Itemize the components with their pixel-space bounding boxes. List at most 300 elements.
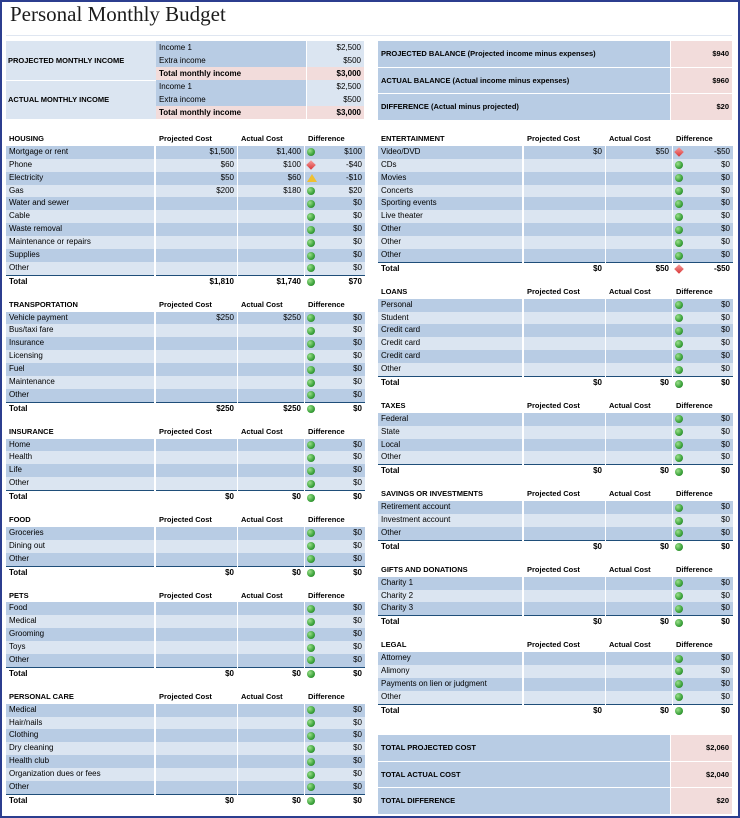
projected-header: Projected Cost <box>527 400 580 410</box>
expense-row <box>6 262 364 275</box>
actual-cost-cell[interactable] <box>238 197 304 210</box>
actual-cost-cell[interactable] <box>606 652 672 665</box>
actual-cost-cell[interactable] <box>606 413 672 426</box>
actual-cost-cell[interactable] <box>238 540 304 553</box>
difference-header: Difference <box>676 400 713 410</box>
total-label: Total <box>378 615 522 628</box>
actual-cost-cell[interactable] <box>238 781 304 794</box>
section-header <box>378 639 732 652</box>
actual-cost-cell[interactable] <box>238 615 304 628</box>
projected-cost-cell[interactable] <box>524 197 605 210</box>
actual-cost-cell[interactable] <box>238 717 304 730</box>
positive-indicator-icon <box>307 745 315 753</box>
projected-cost-cell[interactable] <box>524 413 605 426</box>
item-label: Other <box>6 262 154 275</box>
projected-cost-cell[interactable] <box>524 527 605 540</box>
actual-cost-cell[interactable] <box>238 768 304 781</box>
actual-cost-cell[interactable] <box>606 299 672 312</box>
projected-cost-cell[interactable]: $200 <box>156 185 237 198</box>
actual-cost-cell[interactable]: $180 <box>238 185 304 198</box>
difference-cell <box>673 413 733 426</box>
section-spacer <box>6 680 364 691</box>
difference-value: $0 <box>721 665 730 675</box>
difference-cell <box>673 172 733 185</box>
actual-cost-cell[interactable] <box>238 527 304 540</box>
difference-value: $0 <box>721 250 730 260</box>
summary-value: $2,060 <box>671 735 732 761</box>
positive-indicator-icon <box>307 656 315 664</box>
expense-row <box>6 615 364 628</box>
positive-indicator-icon <box>307 670 315 678</box>
projected-cost-cell[interactable] <box>156 249 237 262</box>
total-label: Total <box>6 490 154 503</box>
positive-indicator-icon <box>307 405 315 413</box>
actual-cost-cell[interactable] <box>606 185 672 198</box>
item-label: Alimony <box>378 665 522 678</box>
projected-cost-cell[interactable] <box>156 602 237 615</box>
expense-row <box>378 590 732 603</box>
projected-cost-cell[interactable] <box>524 678 605 691</box>
projected-cost-cell[interactable] <box>524 236 605 249</box>
actual-cost-cell[interactable] <box>606 577 672 590</box>
difference-cell <box>673 691 733 704</box>
difference-cell <box>673 678 733 691</box>
projected-cost-cell[interactable] <box>524 652 605 665</box>
positive-indicator-icon <box>307 529 315 537</box>
item-label: Credit card <box>378 324 522 337</box>
item-label: Mortgage or rent <box>6 146 154 159</box>
difference-cell <box>305 389 365 402</box>
difference-cell <box>305 376 365 389</box>
expense-row <box>378 236 732 249</box>
projected-cost-cell[interactable] <box>156 755 237 768</box>
projected-cost-cell[interactable] <box>524 451 605 464</box>
actual-cost-cell[interactable] <box>606 324 672 337</box>
negative-indicator-icon <box>306 160 316 170</box>
projected-cost-cell[interactable] <box>156 210 237 223</box>
item-label: Other <box>6 389 154 402</box>
projected-cost-cell[interactable] <box>156 615 237 628</box>
item-label: CDs <box>378 159 522 172</box>
difference-cell <box>305 464 365 477</box>
total-row <box>378 704 732 717</box>
projected-cost-cell[interactable] <box>156 389 237 402</box>
actual-cost-cell[interactable] <box>606 451 672 464</box>
projected-cost-cell[interactable] <box>156 654 237 667</box>
difference-value: $0 <box>353 553 362 563</box>
actual-cost-cell[interactable] <box>238 477 304 490</box>
positive-indicator-icon <box>307 379 315 387</box>
projected-cost-cell[interactable] <box>524 159 605 172</box>
total-difference <box>305 566 365 579</box>
difference-value: $0 <box>353 211 362 221</box>
actual-cost-cell[interactable] <box>238 439 304 452</box>
difference-cell <box>673 501 733 514</box>
projected-cost-cell[interactable] <box>524 439 605 452</box>
actual-cost-cell[interactable] <box>238 223 304 236</box>
projected-cost-cell[interactable] <box>156 729 237 742</box>
projected-cost-cell[interactable] <box>156 768 237 781</box>
projected-cost-cell[interactable] <box>156 376 237 389</box>
total-difference <box>673 540 733 553</box>
item-label: Life <box>6 464 154 477</box>
expense-row <box>6 540 364 553</box>
projected-cost-cell[interactable] <box>156 628 237 641</box>
projected-cost-cell[interactable] <box>156 451 237 464</box>
actual-header: Actual Cost <box>241 691 283 701</box>
actual-cost-cell[interactable] <box>238 464 304 477</box>
projected-cost-cell[interactable] <box>156 223 237 236</box>
actual-income-label: ACTUAL MONTHLY INCOME <box>6 81 156 119</box>
actual-cost-cell[interactable] <box>238 654 304 667</box>
projected-cost-cell[interactable] <box>524 363 605 376</box>
projected-cost-cell[interactable] <box>524 337 605 350</box>
difference-value: $0 <box>721 452 730 462</box>
projected-cost-cell[interactable] <box>524 665 605 678</box>
projected-cost-cell[interactable] <box>156 324 237 337</box>
projected-cost-cell[interactable] <box>524 691 605 704</box>
item-label: Concerts <box>378 185 522 198</box>
page-title: Personal Monthly Budget <box>10 2 226 26</box>
actual-cost-cell[interactable]: $50 <box>606 146 672 159</box>
projected-header: Projected Cost <box>159 299 212 309</box>
projected-cost-cell[interactable] <box>524 577 605 590</box>
actual-cost-cell[interactable] <box>238 451 304 464</box>
projected-cost-cell[interactable] <box>524 324 605 337</box>
positive-indicator-icon <box>307 213 315 221</box>
positive-indicator-icon <box>675 174 683 182</box>
difference-value: $0 <box>721 224 730 234</box>
difference-cell <box>305 197 365 210</box>
expense-row <box>378 413 732 426</box>
projected-cost-cell[interactable] <box>156 641 237 654</box>
positive-indicator-icon <box>307 605 315 613</box>
actual-cost-cell[interactable]: $1,400 <box>238 146 304 159</box>
difference-value: $0 <box>353 704 362 714</box>
actual-cost-cell[interactable] <box>238 262 304 275</box>
actual-cost-cell[interactable] <box>238 337 304 350</box>
projected-cost-cell[interactable] <box>524 602 605 615</box>
actual-header: Actual Cost <box>609 564 651 574</box>
actual-cost-cell[interactable] <box>238 350 304 363</box>
expense-row <box>6 172 364 185</box>
actual-cost-cell[interactable] <box>238 628 304 641</box>
item-label: Toys <box>6 641 154 654</box>
section-spacer <box>6 503 364 514</box>
item-label: Organization dues or fees <box>6 768 154 781</box>
difference-value: $0 <box>353 262 362 272</box>
actual-cost-cell[interactable] <box>606 312 672 325</box>
difference-value: $0 <box>721 185 730 195</box>
item-label: Maintenance <box>6 376 154 389</box>
projected-cost-cell[interactable] <box>524 590 605 603</box>
expense-row <box>378 185 732 198</box>
projected-cost-cell[interactable] <box>156 363 237 376</box>
projected-cost-cell[interactable] <box>156 527 237 540</box>
expense-row <box>378 210 732 223</box>
actual-cost-cell[interactable] <box>606 236 672 249</box>
difference-cell <box>673 577 733 590</box>
difference-cell <box>305 781 365 794</box>
expense-row <box>378 363 732 376</box>
projected-cost-cell[interactable] <box>524 185 605 198</box>
actual-cost-cell[interactable] <box>238 236 304 249</box>
difference-cell <box>673 590 733 603</box>
difference-cell <box>673 146 733 159</box>
item-label: Live theater <box>378 210 522 223</box>
difference-header: Difference <box>308 590 345 600</box>
actual-cost-cell[interactable] <box>606 439 672 452</box>
difference-cell <box>305 654 365 667</box>
section-title: LEGAL <box>381 640 407 650</box>
positive-indicator-icon <box>307 618 315 626</box>
expense-row <box>378 691 732 704</box>
actual-cost-cell[interactable] <box>238 553 304 566</box>
difference-value: $0 <box>353 439 362 449</box>
projected-cost-cell[interactable] <box>524 299 605 312</box>
item-label: Licensing <box>6 350 154 363</box>
total-difference <box>673 464 733 477</box>
total-difference-value: $0 <box>353 795 362 805</box>
difference-cell <box>673 249 733 262</box>
positive-indicator-icon <box>307 314 315 322</box>
difference-cell <box>673 363 733 376</box>
item-label: Charity 3 <box>378 602 522 615</box>
positive-indicator-icon <box>675 353 683 361</box>
projected-cost-cell[interactable] <box>156 704 237 717</box>
actual-cost-cell[interactable] <box>606 249 672 262</box>
difference-value: $0 <box>721 502 730 512</box>
actual-cost-cell[interactable] <box>606 426 672 439</box>
projected-cost-cell[interactable] <box>156 350 237 363</box>
projected-cost-cell[interactable] <box>524 426 605 439</box>
total-projected: $0 <box>524 540 605 553</box>
difference-value: $100 <box>344 146 362 156</box>
total-difference-value: $0 <box>353 567 362 577</box>
expense-row <box>6 553 364 566</box>
balance-label: ACTUAL BALANCE (Actual income minus expenses) <box>378 68 670 94</box>
total-difference-value: $0 <box>353 668 362 678</box>
total-projected: $0 <box>156 667 237 680</box>
total-difference <box>673 262 733 275</box>
expense-row <box>6 464 364 477</box>
total-projected: $0 <box>524 615 605 628</box>
expense-row <box>6 350 364 363</box>
section-loans <box>378 286 732 400</box>
section-header <box>378 286 732 299</box>
difference-value: $0 <box>721 691 730 701</box>
difference-value: $0 <box>353 250 362 260</box>
total-difference-value: $0 <box>721 541 730 551</box>
actual-cost-cell[interactable] <box>606 691 672 704</box>
actual-cost-cell[interactable]: $60 <box>238 172 304 185</box>
actual-cost-cell[interactable] <box>606 665 672 678</box>
projected-cost-cell[interactable] <box>524 249 605 262</box>
projected-cost-cell[interactable] <box>524 172 605 185</box>
projected-cost-cell[interactable] <box>156 717 237 730</box>
difference-value: $0 <box>353 781 362 791</box>
projected-cost-cell[interactable] <box>524 350 605 363</box>
total-row <box>378 262 732 275</box>
balance-block <box>378 41 732 121</box>
positive-indicator-icon <box>675 366 683 374</box>
difference-value: $0 <box>353 389 362 399</box>
total-projected: $0 <box>156 566 237 579</box>
actual-cost-cell[interactable] <box>238 249 304 262</box>
positive-indicator-icon <box>675 504 683 512</box>
total-difference <box>305 402 365 415</box>
actual-cost-cell[interactable] <box>606 210 672 223</box>
difference-cell <box>673 236 733 249</box>
projected-cost-cell[interactable] <box>156 337 237 350</box>
actual-cost-cell[interactable] <box>238 729 304 742</box>
projected-cost-cell[interactable] <box>156 477 237 490</box>
warning-indicator-icon <box>307 174 317 182</box>
actual-cost-cell[interactable] <box>606 197 672 210</box>
projected-cost-cell[interactable] <box>156 553 237 566</box>
difference-value: $0 <box>721 312 730 322</box>
projected-cost-cell[interactable]: $0 <box>524 146 605 159</box>
positive-indicator-icon <box>307 340 315 348</box>
item-label: Student <box>378 312 522 325</box>
projected-cost-cell[interactable]: $50 <box>156 172 237 185</box>
item-label: Payments on lien or judgment <box>378 678 522 691</box>
item-label: Retirement account <box>378 501 522 514</box>
projected-income-label: PROJECTED MONTHLY INCOME <box>6 41 156 80</box>
positive-indicator-icon <box>307 480 315 488</box>
item-label: Personal <box>378 299 522 312</box>
section-title: SAVINGS OR INVESTMENTS <box>381 489 483 499</box>
projected-cost-cell[interactable] <box>524 514 605 527</box>
actual-cost-cell[interactable] <box>606 602 672 615</box>
projected-cost-cell[interactable] <box>156 439 237 452</box>
actual-cost-cell[interactable] <box>606 223 672 236</box>
actual-cost-cell[interactable] <box>238 210 304 223</box>
actual-cost-cell[interactable] <box>606 363 672 376</box>
total-projected: $0 <box>524 464 605 477</box>
projected-cost-cell[interactable]: $60 <box>156 159 237 172</box>
difference-cell <box>305 641 365 654</box>
item-label: Insurance <box>6 337 154 350</box>
section-savings <box>378 488 732 563</box>
projected-cost-cell[interactable]: $250 <box>156 312 237 325</box>
item-label: Bus/taxi fare <box>6 324 154 337</box>
actual-cost-cell[interactable] <box>606 337 672 350</box>
expense-column-right <box>378 133 732 717</box>
projected-cost-cell[interactable] <box>156 464 237 477</box>
difference-value: $0 <box>353 629 362 639</box>
actual-cost-cell[interactable] <box>606 590 672 603</box>
actual-cost-cell[interactable]: $100 <box>238 159 304 172</box>
actual-cost-cell[interactable] <box>606 350 672 363</box>
difference-cell <box>305 704 365 717</box>
balance-value: $940 <box>671 41 732 67</box>
positive-indicator-icon <box>307 631 315 639</box>
difference-value: $20 <box>348 185 362 195</box>
total-difference <box>305 275 365 288</box>
expense-row <box>6 236 364 249</box>
actual-header: Actual Cost <box>241 134 283 143</box>
actual-cost-cell[interactable] <box>606 501 672 514</box>
actual-cost-cell[interactable] <box>238 602 304 615</box>
actual-cost-cell[interactable] <box>606 527 672 540</box>
section-header <box>378 488 732 501</box>
section-header <box>6 514 364 527</box>
actual-header: Actual Cost <box>241 426 283 436</box>
total-difference-value: $0 <box>353 403 362 413</box>
projected-cost-cell[interactable] <box>524 312 605 325</box>
projected-cost-cell[interactable] <box>524 210 605 223</box>
actual-cost-cell[interactable]: $250 <box>238 312 304 325</box>
total-difference-value: -$50 <box>713 263 730 273</box>
projected-cost-cell[interactable] <box>524 501 605 514</box>
positive-indicator-icon <box>307 758 315 766</box>
projected-cost-cell[interactable] <box>156 262 237 275</box>
income-label: Income 1 <box>156 80 306 93</box>
projected-cost-cell[interactable] <box>524 223 605 236</box>
section-title: GIFTS AND DONATIONS <box>381 564 468 574</box>
actual-cost-cell[interactable] <box>606 514 672 527</box>
item-label: Supplies <box>6 249 154 262</box>
total-row <box>6 275 364 288</box>
actual-cost-cell[interactable] <box>238 324 304 337</box>
title-divider <box>6 35 732 36</box>
section-title: PETS <box>9 590 29 600</box>
projected-cost-cell[interactable] <box>156 742 237 755</box>
item-label: Other <box>378 691 522 704</box>
actual-cost-cell[interactable] <box>238 755 304 768</box>
projected-cost-cell[interactable]: $1,500 <box>156 146 237 159</box>
projected-cost-cell[interactable] <box>156 540 237 553</box>
projected-cost-cell[interactable] <box>156 197 237 210</box>
section-title: TAXES <box>381 400 406 410</box>
positive-indicator-icon <box>675 340 683 348</box>
actual-cost-cell[interactable] <box>238 363 304 376</box>
positive-indicator-icon <box>307 569 315 577</box>
difference-value: $0 <box>721 172 730 182</box>
actual-cost-cell[interactable] <box>606 172 672 185</box>
difference-cell <box>673 439 733 452</box>
actual-cost-cell[interactable] <box>238 376 304 389</box>
difference-value: $0 <box>353 603 362 613</box>
item-label: Food <box>6 602 154 615</box>
projected-cost-cell[interactable] <box>156 781 237 794</box>
income-label: Total monthly income <box>156 106 306 119</box>
projected-cost-cell[interactable] <box>156 236 237 249</box>
actual-cost-cell[interactable] <box>606 159 672 172</box>
difference-value: -$50 <box>713 146 730 156</box>
difference-cell <box>673 197 733 210</box>
item-label: Credit card <box>378 350 522 363</box>
actual-cost-cell[interactable] <box>238 389 304 402</box>
positive-indicator-icon <box>307 706 315 714</box>
section-spacer <box>6 579 364 590</box>
summary-row <box>378 735 732 762</box>
total-label: Total <box>6 402 154 415</box>
actual-cost-cell[interactable] <box>238 742 304 755</box>
positive-indicator-icon <box>675 200 683 208</box>
expense-row <box>6 602 364 615</box>
section-spacer <box>378 275 732 286</box>
item-label: Other <box>6 477 154 490</box>
section-header <box>6 299 364 312</box>
actual-cost-cell[interactable] <box>606 678 672 691</box>
total-label: Total <box>378 262 522 275</box>
actual-cost-cell[interactable] <box>238 704 304 717</box>
item-label: Other <box>6 781 154 794</box>
actual-cost-cell[interactable] <box>238 641 304 654</box>
item-label: Other <box>378 236 522 249</box>
